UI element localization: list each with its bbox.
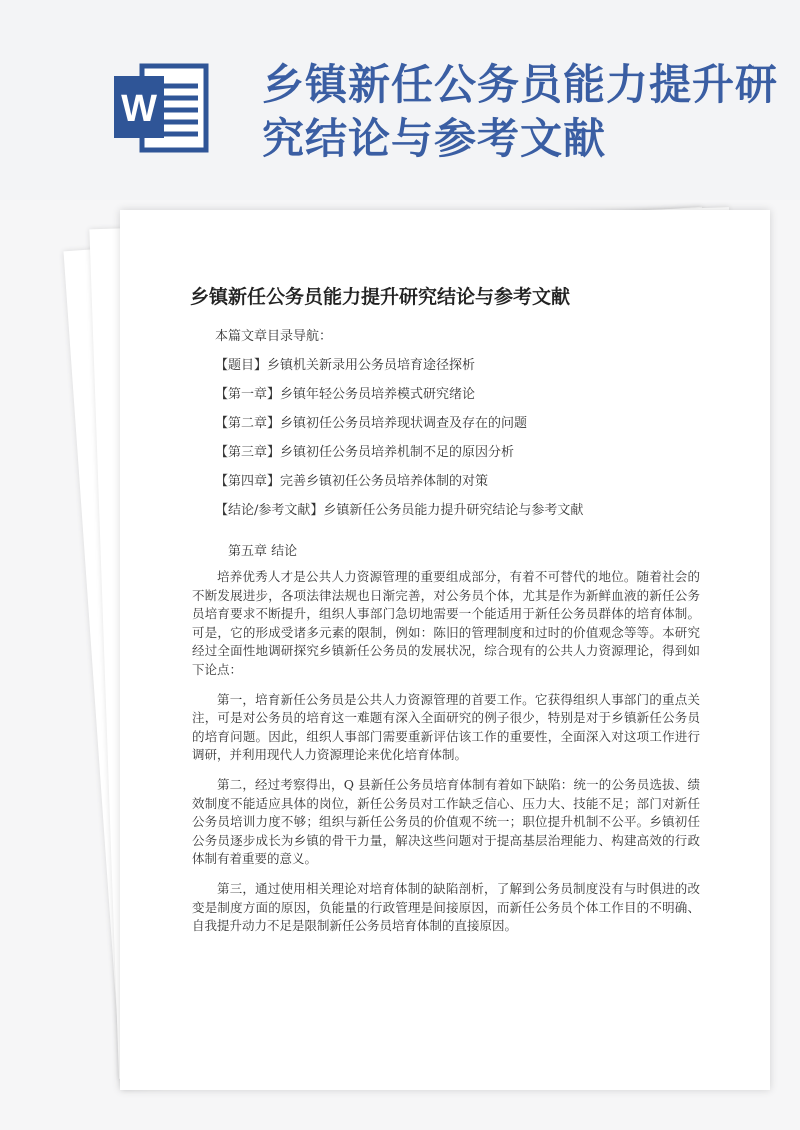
paragraph-point-3: 第三，通过使用相关理论对培育体制的缺陷剖析，了解到公务员制度没有与时俱进的改变是制度方面的原因，负能量的行政管理是间接原因，而新任公务员个体工作目的不明确、自我提升动力不足是限制新任公务员培育体制的直接原因。	[192, 880, 700, 934]
chapter-heading: 第五章 结论	[228, 544, 298, 559]
word-document-icon	[112, 62, 212, 154]
table-of-contents	[215, 330, 715, 533]
svg-text:W: W	[121, 88, 157, 130]
toc-item-chapter-4[interactable]: 【第四章】完善乡镇初任公务员培养体制的对策	[215, 474, 489, 489]
document-page	[120, 210, 770, 1090]
toc-item-title[interactable]: 【题目】乡镇机关新录用公务员培育途径探析	[215, 358, 476, 373]
toc-intro: 本篇文章目录导航：	[215, 329, 333, 344]
header-banner	[0, 0, 800, 200]
body-text	[192, 568, 700, 947]
paragraph-point-2: 第二，经过考察得出，Q 县新任公务员培育体制有着如下缺陷：统一的公务员选拔、绩效制度不能适应具体的岗位，新任公务员对工作缺乏信心、压力大、技能不足；部门对新任公务员培训力度不够；组织与新任公务员的价值观不统一；职位提升机制不公平。乡镇初任公务员逐步成长为乡镇的骨干力量，解决这些问题对于提高基层治理能力、构建高效的行政体制有着重要的意义。	[192, 776, 700, 867]
toc-item-chapter-2[interactable]: 【第二章】乡镇初任公务员培养现状调查及存在的问题	[215, 416, 528, 431]
paragraph-intro: 培养优秀人才是公共人力资源管理的重要组成部分，有着不可替代的地位。随着社会的不断发展进步，各项法律法规也日渐完善，对公务员个体，尤其是作为新鲜血液的新任公务员培育要求不断提升，组织人事部门急切地需要一个能适用于新任公务员群体的培育体制。可是，它的形成受诸多元素的限制，例如：陈旧的管理制度和过时的价值观念等等。本研究经过全面性地调研探究乡镇新任公务员的发展状况，综合现有的公共人力资源理论，得到如下论点：	[192, 569, 700, 677]
page-title: 乡镇新任公务员能力提升研究结论与参考文献	[262, 60, 779, 163]
toc-item-chapter-3[interactable]: 【第三章】乡镇初任公务员培养机制不足的原因分析	[215, 445, 515, 460]
paragraph-point-1: 第一，培育新任公务员是公共人力资源管理的首要工作。它获得组织人事部门的重点关注，可是对公务员的培育这一难题有深入全面研究的例子很少，特别是对于乡镇新任公务员的培育问题。因此，组织人事部门需要重新评估该工作的重要性，全面深入对这项工作进行调研，并利用现代人力资源理论来优化培育体制。	[192, 691, 700, 763]
document-title: 乡镇新任公务员能力提升研究结论与参考文献	[190, 286, 571, 308]
toc-item-conclusion[interactable]: 【结论/参考文献】乡镇新任公务员能力提升研究结论与参考文献	[215, 503, 584, 518]
toc-item-chapter-1[interactable]: 【第一章】乡镇年轻公务员培养模式研究绪论	[215, 387, 476, 402]
